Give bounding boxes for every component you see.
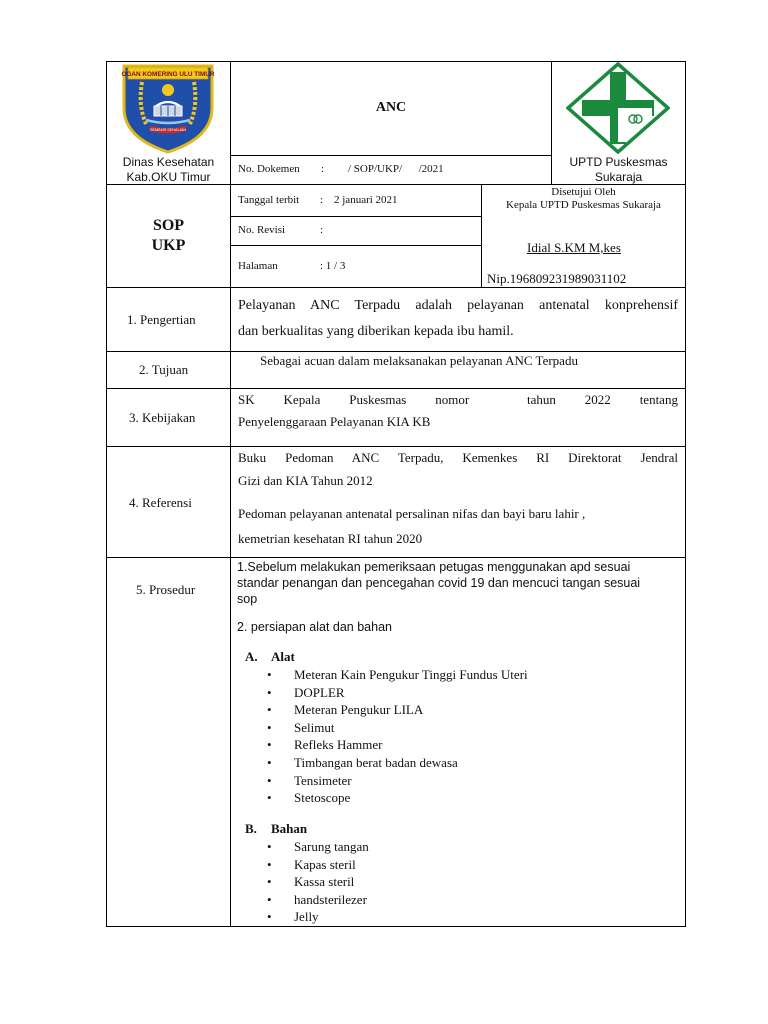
- list-item: • handsterilezer: [267, 891, 367, 907]
- list-item: • Stetoscope: [267, 790, 351, 806]
- doc-number-row: No. Dokemen : / SOP/UKP/ /2021: [238, 163, 444, 175]
- logo-banner-text: OGAN KOMERING ULU TIMUR: [121, 71, 215, 78]
- list-item: • Refleks Hammer: [267, 737, 383, 753]
- list-item: • DOPLER: [267, 684, 345, 700]
- list-item: • Sarung tangan: [267, 839, 369, 854]
- prosedur-content: [237, 559, 682, 607]
- revision-label: No. Revisi: [238, 224, 286, 236]
- signatory-nip: Nip.196809231989031102: [487, 271, 627, 286]
- left-org-name: Dinas Kesehatan Kab.OKU Timur: [122, 155, 215, 184]
- section-label-tujuan: 2. Tujuan: [139, 362, 189, 377]
- bahan-heading: B. Bahan: [245, 821, 308, 836]
- page-label: Halaman: [238, 260, 278, 272]
- oku-timur-emblem: [116, 62, 220, 154]
- section-label-prosedur: 5. Prosedur: [136, 582, 196, 597]
- date-row: Tanggal terbit : 2 januari 2021: [238, 194, 398, 206]
- page-row: [238, 260, 478, 272]
- prosedur-step-1: 1.Sebelum melakukan pemeriksaan petugas menggunakan apd sesuai standar penangan dan pencegahan covid 19 dan mencuci tangan sesuai sop: [237, 560, 641, 606]
- logo-motto-text: SEMBUR SEHALIAN: [149, 128, 187, 132]
- sop-label: SOP UKP: [151, 217, 186, 254]
- ref-2-line-1: Pedoman pelayanan antenatal persalinan nifas dan bayi baru lahir ,: [238, 506, 586, 521]
- ref-1-line-1: Buku Pedoman ANC Terpadu, Kemenkes RI Direktorat Jendral: [238, 450, 678, 465]
- date-label: Tanggal terbit: [238, 194, 300, 206]
- list-item: • Jelly: [267, 909, 319, 925]
- kebijakan-text: SK Kepala Puskesmas nomor tahun 2022 tentang Penyelenggaraan Pelayanan KIA KB: [238, 389, 678, 433]
- doc-number-label: No. Dokemen: [238, 163, 300, 175]
- approval-line-1: Disetujui Oleh: [551, 186, 616, 198]
- tujuan-text: Sebagai acuan dalam melaksanakan pelayanan ANC Terpadu: [260, 353, 578, 368]
- alat-heading: A. Alat: [245, 649, 295, 664]
- right-org-name: UPTD Puskesmas Sukaraja: [569, 155, 668, 184]
- puskesmas-logo: [566, 62, 670, 154]
- signatory-name: Idial S.KM M,kes: [527, 240, 621, 255]
- ref-2-line-2: kemetrian kesehatan RI tahun 2020: [238, 531, 423, 546]
- list-item: • Kapas steril: [267, 856, 356, 872]
- puskesmas-cross-icon: [566, 62, 670, 154]
- doc-number-value: / SOP/UKP/ /2021: [348, 163, 444, 175]
- revision-row: No. Revisi :: [238, 224, 324, 236]
- list-item: • Selimut: [267, 719, 335, 735]
- approval-line-2: Kepala UPTD Puskesmas Sukaraja: [506, 199, 661, 211]
- list-item: • Meteran Pengukur LILA: [267, 702, 424, 718]
- pengertian-text: Pelayanan ANC Terpadu adalah pelayanan antenatal konprehensif dan berkualitas yang diberikan kepada ibu hamil.: [238, 298, 678, 339]
- list-item: • Meteran Kain Pengukur Tinggi Fundus Uteri: [267, 667, 528, 682]
- referensi-text: [238, 444, 678, 550]
- section-label-kebijakan: 3. Kebijakan: [129, 410, 196, 425]
- document-title: ANC: [375, 100, 407, 115]
- list-item: • Tensimeter: [267, 772, 352, 788]
- approval-block: [482, 186, 685, 212]
- alat-list: [237, 666, 677, 807]
- bahan-list: [237, 838, 677, 926]
- emblem-shield-icon: [116, 62, 220, 154]
- section-label-referensi: 4. Referensi: [129, 495, 192, 510]
- list-item: • Kassa steril: [267, 874, 355, 890]
- date-value: 2 januari 2021: [334, 194, 398, 206]
- kebijakan-line-1: SK Kepala Puskesmas nomor tahun 2022 tentang: [238, 392, 678, 407]
- ref-1-line-2: Gizi dan KIA Tahun 2012: [238, 473, 373, 488]
- list-item: • Timbangan berat badan dewasa: [267, 754, 458, 770]
- section-label-pengertian: 1. Pengertian: [127, 312, 196, 327]
- page-value: : 1 / 3: [320, 260, 346, 272]
- prosedur-step-2: 2. persiapan alat dan bahan: [237, 620, 392, 634]
